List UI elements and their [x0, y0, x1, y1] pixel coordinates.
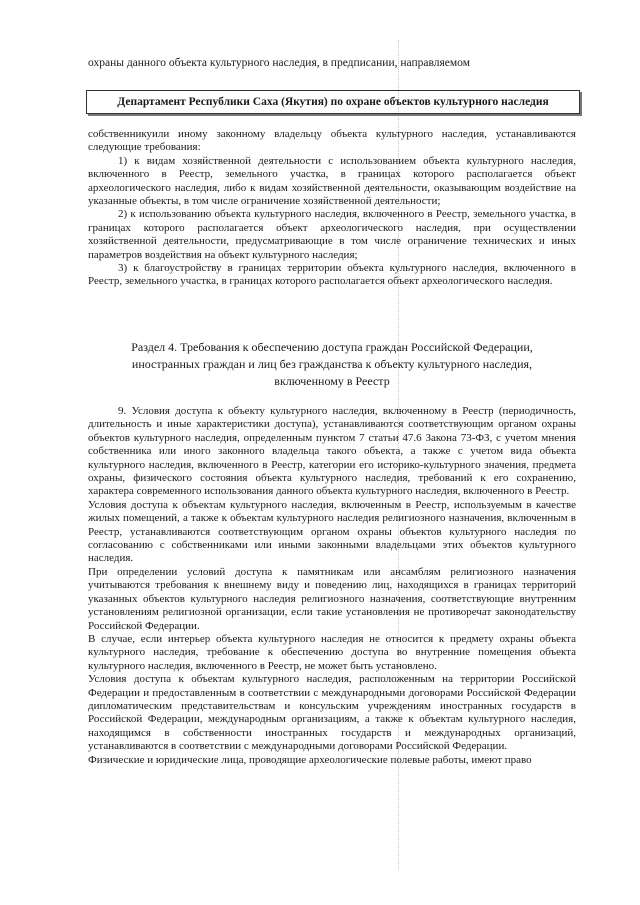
- section-title-line: Раздел 4. Требования к обеспечению доступа граждан Российской Федерации,: [131, 340, 533, 354]
- paragraph: Физические и юридические лица, проводящие археологические полевые работы, имеют право: [88, 753, 532, 766]
- paragraph: В случае, если интерьер объекта культурного наследия не относится к предмету охраны объекта культурного наследия, требование к обеспечению доступа во внутренние помещения объекта культурного наследия, включенного в Реестр, не может быть установлено.: [88, 632, 576, 672]
- paragraph: собственникуили иному законному владельцу объекта культурного наследия, устанавливаются следующие требования:: [88, 128, 576, 154]
- paragraph: 1) к видам хозяйственной деятельности с использованием объекта культурного наследия, включенного в Реестр, земельного участка, в границах которого располагается объект археологического наследия, либо к видам хозяйственной деятельности, оказывающим воздействие на указанные объекты, в том числе ограничение хозяйственной деятельности;: [88, 154, 576, 208]
- paragraph: При определении условий доступа к памятникам или ансамблям религиозного назначения учитываются требования к внешнему виду и поведению лиц, находящихся в границах территорий указанных объектов культурного наследия религиозного назначения, соответствующие внутренним установлениям религиозной организации, если такие установления не противоречат законодательству Российской Федерации.: [88, 565, 576, 632]
- section-title-line: включенному в Реестр: [274, 374, 390, 388]
- section-title-line: иностранных граждан и лиц без гражданства к объекту культурного наследия,: [131, 357, 533, 371]
- paragraph: 3) к благоустройству в границах территории объекта культурного наследия, включенного в Реестр, земельного участка, в границах которого располагается объект археологического наследия.: [88, 262, 576, 288]
- requirements-block: [88, 128, 576, 289]
- paragraph: Условия доступа к объектам культурного наследия, включенным в Реестр, используемым в качестве жилых помещений, а также к объектам культурного наследия религиозного назначения, включенным в Реестр, устанавливаются соответствующим органом охраны объектов культурного наследия по согласованию с собственниками или иными законными владельцами этих объектов культурного наследия.: [88, 498, 576, 565]
- paragraph: 9. Условия доступа к объекту культурного наследия, включенному в Реестр (периодичность, длительность и иные характеристики доступа), устанавливаются соответствующим органом охраны объектов культурного наследия, определенным пунктом 7 статьи 47.6 Закона 73-ФЗ, с учетом мнения собственника или иного законного владельца такого объекта, а также с учетом вида объекта культурного наследия, включенного в Реестр, категории его историко-культурного значения, предмета охраны, физического состояния объекта культурного наследия, требований к его сохранению, характера современного использования данного объекта культурного наследия, включенного в Реестр.: [88, 405, 576, 498]
- paragraph: Условия доступа к объектам культурного наследия, расположенным на территории Российской Федерации и предоставленным в соответствии с международными договорами Российской Федерации дипломатическим представительствам и консульским учреждениям иностранных государств в Российской Федерации, международным организациям, а также к объектам культурного наследия, находящимся в собственности иностранных государств и международных организаций, устанавливаются в соответствии с международными договорами Российской Федерации.: [88, 673, 576, 753]
- access-conditions-block: [88, 405, 576, 767]
- section-title: [88, 339, 576, 390]
- header-box: Департамент Республики Саха (Якутия) по охране объектов культурного наследия: [86, 90, 580, 114]
- paragraph: 2) к использованию объекта культурного наследия, включенного в Реестр, земельного участка, в границах которого располагается объект археологического наследия, при осуществлении хозяйственной деятельности, предусматривающие в том числе ограничение технических и иных параметров воздействия на объект культурного наследия;: [88, 208, 576, 261]
- continued-text-line: охраны данного объекта культурного наследия, в предписании, направляемом: [88, 57, 470, 69]
